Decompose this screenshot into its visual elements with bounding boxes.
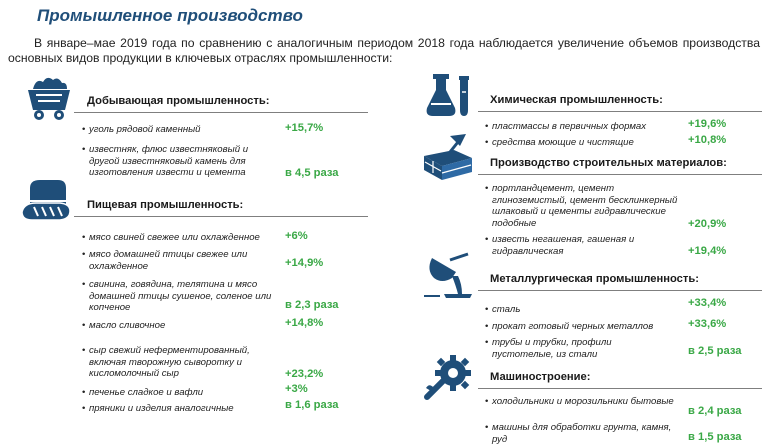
- item-value: +15,7%: [285, 122, 324, 134]
- section-title-construction: Производство строительных материалов:: [490, 157, 727, 169]
- wrench-gear-icon: [423, 353, 473, 403]
- bread-icon: [20, 178, 72, 224]
- mine-cart-icon: [24, 73, 74, 121]
- item-value: +6%: [285, 230, 308, 242]
- item-value: в 2,4 раза: [688, 405, 742, 417]
- list-item: • мясо свиней свежее или охлажденное: [82, 232, 260, 243]
- item-value: в 1,6 раза: [285, 399, 339, 411]
- list-item: • известь негашеная, гашеная и гидравлическая: [485, 234, 635, 257]
- list-item: • портландцемент, цемент глиноземистый, цемент бесклинкерный шлаковый и цементы гидравлические подобные: [485, 183, 678, 229]
- section-title-machinery: Машиностроение:: [490, 371, 591, 383]
- list-item: • пластмассы в первичных формах: [485, 121, 647, 132]
- item-value: +19,4%: [688, 245, 727, 257]
- list-item: • мясо домашней птицы свежее или охлажденное: [82, 249, 248, 272]
- ladle-icon: [422, 250, 476, 300]
- page-title: Промышленное производство: [37, 6, 303, 25]
- item-value: в 4,5 раза: [285, 167, 339, 179]
- list-item: • средства моющие и чистящие: [485, 137, 634, 148]
- item-value: +3%: [285, 383, 308, 395]
- section-divider: [74, 216, 368, 217]
- list-item: • сталь: [485, 304, 521, 315]
- intro-paragraph: В январе–мае 2019 года по сравнению с аналогичным периодом 2018 года наблюдается увеличение объемов производства основных видов продукции в ключевых отраслях промышленности:: [8, 36, 760, 65]
- section-title-food: Пищевая промышленность:: [87, 199, 244, 211]
- list-item: • машины для обработки грунта, камня, руд: [485, 422, 672, 445]
- list-item: • уголь рядовой каменный: [82, 124, 201, 135]
- list-item: • свинина, говядина, телятина и мясо домашней птицы сушеное, соленое или копченое: [82, 279, 272, 314]
- list-item: • печенье сладкое и вафли: [82, 387, 204, 398]
- item-value: +33,6%: [688, 318, 727, 330]
- list-item: • прокат готовый черных металлов: [485, 321, 654, 332]
- section-title-mining: Добывающая промышленность:: [87, 95, 270, 107]
- item-value: в 2,5 раза: [688, 345, 742, 357]
- section-title-metallurgy: Металлургическая промышленность:: [490, 273, 699, 285]
- list-item: • пряники и изделия аналогичные: [82, 403, 234, 414]
- section-divider: [478, 290, 762, 291]
- section-title-chemical: Химическая промышленность:: [490, 94, 663, 106]
- item-value: +20,9%: [688, 218, 727, 230]
- list-item: • известняк, флюс известняковый и другой известняковый камень для изготовления извести и цемента: [82, 144, 249, 179]
- section-divider: [478, 174, 762, 175]
- item-value: +33,4%: [688, 297, 727, 309]
- item-value: +14,8%: [285, 317, 324, 329]
- section-divider: [74, 112, 368, 113]
- item-value: +23,2%: [285, 368, 324, 380]
- flask-icon: [425, 72, 473, 120]
- list-item: • холодильники и морозильники бытовые: [485, 396, 674, 407]
- list-item: • сыр свежий неферментированный, включая творожную сыворотку и кисломолочный сыр: [82, 345, 250, 380]
- list-item: • трубы и трубки, профили пустотелые, из стали: [485, 337, 612, 360]
- brick-trowel-icon: [420, 132, 476, 182]
- list-item: • масло сливочное: [82, 320, 166, 331]
- item-value: в 1,5 раза: [688, 431, 742, 443]
- section-divider: [478, 111, 762, 112]
- section-divider: [478, 388, 762, 389]
- item-value: в 2,3 раза: [285, 299, 339, 311]
- item-value: +10,8%: [688, 134, 727, 146]
- item-value: +14,9%: [285, 257, 324, 269]
- item-value: +19,6%: [688, 118, 727, 130]
